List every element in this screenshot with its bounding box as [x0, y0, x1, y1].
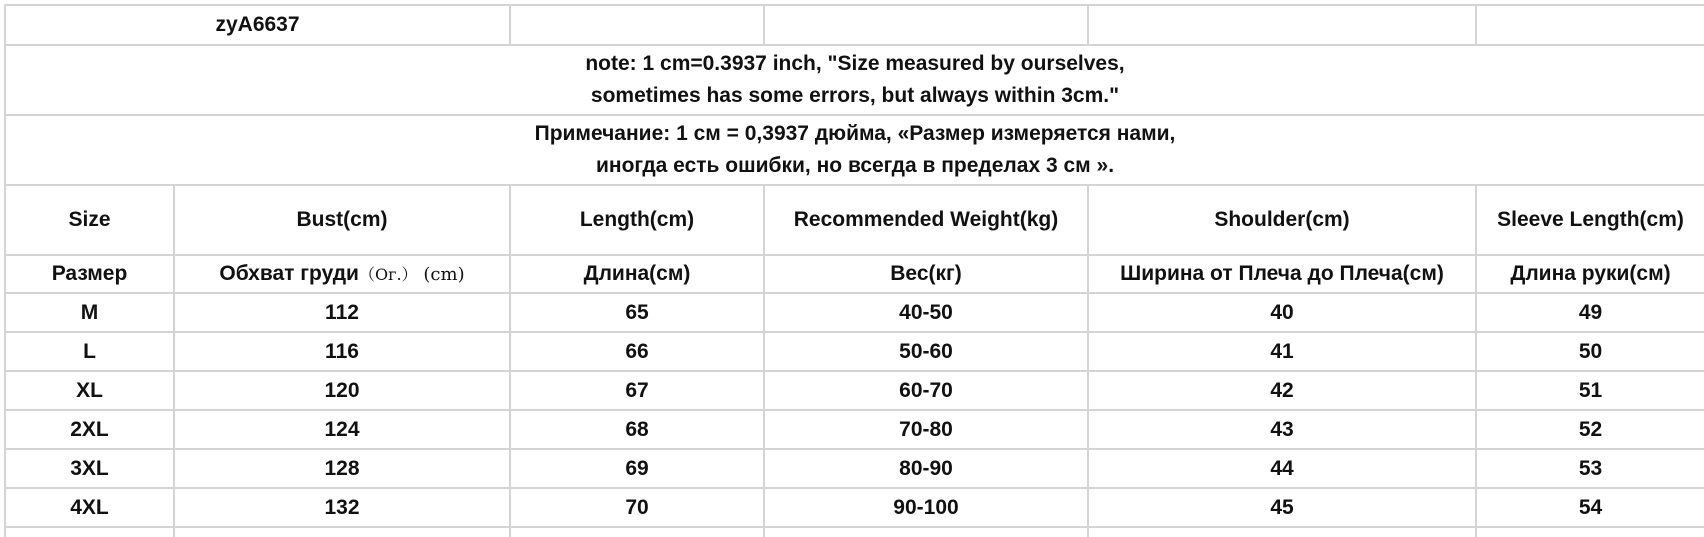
table-row — [5, 332, 1704, 371]
size-cell: M — [5, 293, 174, 332]
shoulder-cell: 42 — [1088, 371, 1476, 410]
empty-cell — [1088, 527, 1476, 537]
header-ru-shoulder: Ширина от Плеча до Плеча(см) — [1088, 255, 1476, 293]
bust-cell: 132 — [174, 488, 510, 527]
header-ru-length: Длина(см) — [510, 255, 764, 293]
size-cell: 2XL — [5, 410, 174, 449]
sleeve-cell: 49 — [1476, 293, 1704, 332]
bust-cell: 120 — [174, 371, 510, 410]
length-cell: 70 — [510, 488, 764, 527]
note-en — [5, 45, 1704, 115]
sleeve-cell: 50 — [1476, 332, 1704, 371]
header-ru-size: Размер — [5, 255, 174, 293]
bust-cell: 128 — [174, 449, 510, 488]
weight-cell: 80-90 — [764, 449, 1088, 488]
size-cell: 4XL — [5, 488, 174, 527]
header-ru-bust-paren: （Ог.） — [358, 265, 418, 284]
shoulder-cell: 45 — [1088, 488, 1476, 527]
header-ru-weight: Вес(кг) — [764, 255, 1088, 293]
empty-cell — [1088, 5, 1476, 45]
sleeve-cell: 54 — [1476, 488, 1704, 527]
length-cell: 69 — [510, 449, 764, 488]
length-cell: 66 — [510, 332, 764, 371]
bust-cell: 116 — [174, 332, 510, 371]
header-ru-bust-main: Обхват груди — [219, 262, 359, 285]
table-row — [5, 449, 1704, 488]
product-code: zyA6637 — [5, 5, 510, 45]
table-row — [5, 371, 1704, 410]
sleeve-cell: 52 — [1476, 410, 1704, 449]
empty-cell — [1476, 5, 1704, 45]
header-sleeve: Sleeve Length(cm) — [1476, 185, 1704, 255]
weight-cell: 70-80 — [764, 410, 1088, 449]
weight-cell: 50-60 — [764, 332, 1088, 371]
shoulder-cell: 43 — [1088, 410, 1476, 449]
header-ru-row — [5, 255, 1704, 293]
note-en-line-2: sometimes has some errors, but always within 3cm." — [590, 84, 1120, 107]
size-cell: XL — [5, 371, 174, 410]
header-size: Size — [5, 185, 174, 255]
header-weight: Recommended Weight(kg) — [764, 185, 1088, 255]
bust-cell: 124 — [174, 410, 510, 449]
bust-cell: 112 — [174, 293, 510, 332]
note-ru-line-2: иногда есть ошибки, но всегда в пределах 3 см ». — [595, 154, 1115, 177]
size-cell: L — [5, 332, 174, 371]
weight-cell: 40-50 — [764, 293, 1088, 332]
sleeve-cell: 53 — [1476, 449, 1704, 488]
product-code-row — [5, 5, 1704, 45]
length-cell: 65 — [510, 293, 764, 332]
size-cell: 3XL — [5, 449, 174, 488]
header-ru-bust-unit: (cm) — [423, 264, 465, 285]
note-en-line-1: note: 1 cm=0.3937 inch, "Size measured by ourselves, — [585, 52, 1125, 75]
note-ru-row — [5, 115, 1704, 185]
weight-cell: 60-70 — [764, 371, 1088, 410]
table-row — [5, 293, 1704, 332]
size-chart-table — [4, 4, 1704, 537]
note-en-row — [5, 45, 1704, 115]
empty-cell — [5, 527, 174, 537]
empty-cell — [510, 527, 764, 537]
header-ru-sleeve: Длина руки(см) — [1476, 255, 1704, 293]
sleeve-cell: 51 — [1476, 371, 1704, 410]
length-cell: 68 — [510, 410, 764, 449]
empty-cell — [1476, 527, 1704, 537]
empty-cell — [510, 5, 764, 45]
empty-row — [5, 527, 1704, 537]
note-ru — [5, 115, 1704, 185]
table-row — [5, 410, 1704, 449]
shoulder-cell: 40 — [1088, 293, 1476, 332]
shoulder-cell: 44 — [1088, 449, 1476, 488]
weight-cell: 90-100 — [764, 488, 1088, 527]
empty-cell — [764, 527, 1088, 537]
note-ru-line-1: Примечание: 1 см = 0,3937 дюйма, «Размер измеряется нами, — [534, 122, 1176, 145]
shoulder-cell: 41 — [1088, 332, 1476, 371]
header-en-row — [5, 185, 1704, 255]
header-ru-bust — [174, 255, 510, 293]
header-shoulder: Shoulder(cm) — [1088, 185, 1476, 255]
empty-cell — [764, 5, 1088, 45]
table-row — [5, 488, 1704, 527]
header-bust: Bust(cm) — [174, 185, 510, 255]
header-length: Length(cm) — [510, 185, 764, 255]
length-cell: 67 — [510, 371, 764, 410]
empty-cell — [174, 527, 510, 537]
